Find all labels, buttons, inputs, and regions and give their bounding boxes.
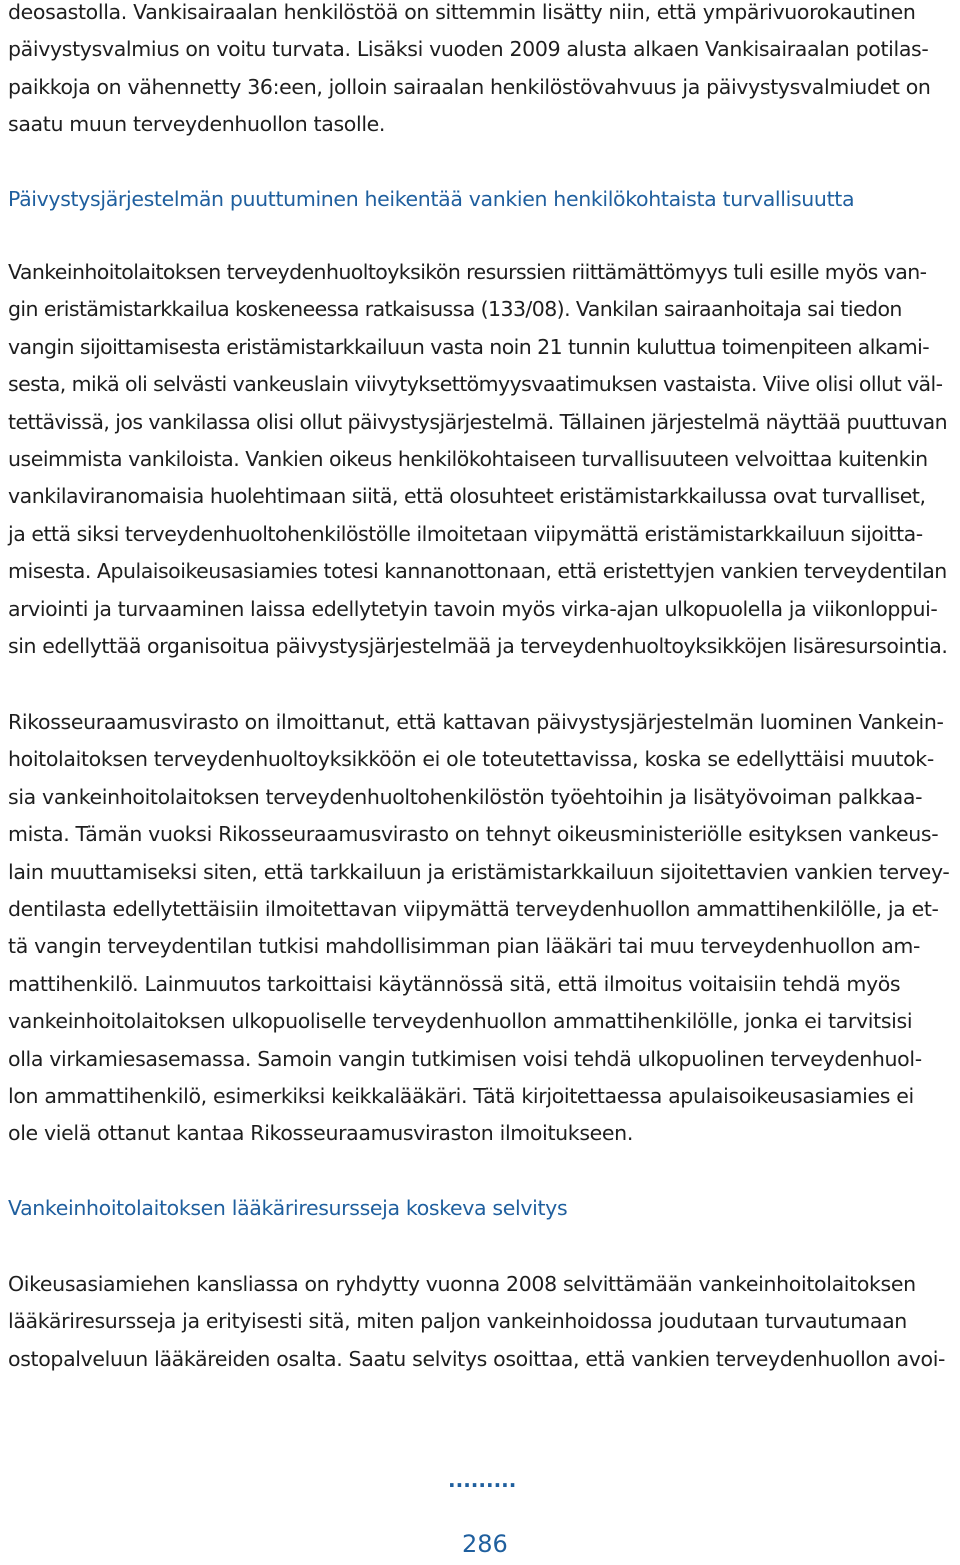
paragraph-line: lain muuttamiseksi siten, että tarkkailuun ja eristämistarkkailuun sijoitettavien vankien tervey- xyxy=(8,859,950,884)
paragraph-line: useimmista vankiloista. Vankien oikeus henkilökohtaiseen turvallisuuteen velvoittaa kuitenkin xyxy=(8,447,928,472)
paragraph-line: vankeinhoitolaitoksen ulkopuoliselle terveydenhuollon ammattihenkilölle, jonka ei tarvitsisi xyxy=(8,1009,913,1034)
paragraph-line: saatu muun terveydenhuollon tasolle. xyxy=(8,112,386,137)
paragraph-line: arviointi ja turvaaminen laissa edellytetyin tavoin myös virka-ajan ulkopuolella ja viikonloppui- xyxy=(8,596,938,621)
paragraph-line: dentilasta edellytettäisiin ilmoitettavan viipymättä terveydenhuollon ammattihenkilölle, ja et- xyxy=(8,897,939,922)
paragraph-line: ole vielä ottanut kantaa Rikosseuraamusviraston ilmoitukseen. xyxy=(8,1121,633,1146)
paragraph-line: lääkäriresursseja ja erityisesti sitä, miten paljon vankeinhoidossa joudutaan turvautumaan xyxy=(8,1309,907,1334)
section-heading: Päivystysjärjestelmän puuttuminen heikentää vankien henkilökohtaista turvallisuutta xyxy=(8,187,855,211)
paragraph-line: ostopalveluun lääkäreiden osalta. Saatu selvitys osoittaa, että vankien terveydenhuollon avoi- xyxy=(8,1346,946,1371)
paragraph-line: gin eristämistarkkailua koskeneessa ratkaisussa (133/08). Vankilan sairaanhoitaja sai tiedon xyxy=(8,297,902,322)
paragraph-line: Vankeinhoitolaitoksen terveydenhuoltoyksikön resurssien riittämättömyys tuli esille myös van- xyxy=(8,260,927,284)
paragraph-line: vangin sijoittamisesta eristämistarkkailuun vasta noin 21 tunnin kuluttua toimenpiteen alkami- xyxy=(8,334,930,359)
paragraph-3 xyxy=(8,704,949,1153)
paragraph-line: misesta. Apulaisoikeusasiamies totesi kannanottonaan, että eristettyjen vankien terveydentilan xyxy=(8,559,947,584)
paragraph-line: mista. Tämän vuoksi Rikosseuraamusvirasto on tehnyt oikeusministeriölle esityksen vankeus- xyxy=(8,822,939,847)
paragraph-line: sesta, mikä oli selvästi vankeuslain viivytyksettömyysvaatimuksen vastaista. Viive olisi ollut väl- xyxy=(8,372,943,397)
paragraph-line: hoitolaitoksen terveydenhuoltoyksikköön ei ole toteutettavissa, koska se edellyttäisi muutok- xyxy=(8,747,934,772)
page-number: 286 xyxy=(462,1530,508,1558)
section-heading: Vankeinhoitolaitoksen lääkäriresursseja koskeva selvitys xyxy=(8,1196,568,1220)
paragraph-line: tä vangin terveydentilan tutkisi mahdollisimman pian lääkäri tai muu terveydenhuollon am- xyxy=(8,934,921,959)
footer-dots: ......... xyxy=(448,1468,517,1492)
paragraph-line: lon ammattihenkilö, esimerkiksi keikkalääkäri. Tätä kirjoitettaessa apulaisoikeusasiamies ei xyxy=(8,1084,914,1109)
paragraph-line: vankilaviranomaisia huolehtimaan siitä, että olosuhteet eristämistarkkailussa ovat turvalliset, xyxy=(8,484,926,509)
paragraph-line: Oikeusasiamiehen kansliassa on ryhdytty vuonna 2008 selvittämään vankeinhoitolaitoksen xyxy=(8,1272,916,1296)
paragraph-line: Rikosseuraamusvirasto on ilmoittanut, että kattavan päivystysjärjestelmän luominen Vankein- xyxy=(8,710,944,734)
paragraph-line: sia vankeinhoitolaitoksen terveydenhuoltohenkilöstön työehtoihin ja lisätyövoiman palkkaa- xyxy=(8,784,923,809)
paragraph-line: deosastolla. Vankisairaalan henkilöstöä on sittemmin lisätty niin, että ympärivuorokautinen xyxy=(8,0,916,24)
paragraph-line: olla virkamiesasemassa. Samoin vangin tutkimisen voisi tehdä ulkopuolinen terveydenhuol- xyxy=(8,1046,922,1071)
paragraph-line: päivystysvalmius on voitu turvata. Lisäksi vuoden 2009 alusta alkaen Vankisairaalan potilas- xyxy=(8,37,929,62)
paragraph-line: paikkoja on vähennetty 36:een, jolloin sairaalan henkilöstövahvuus ja päivystysvalmiudet on xyxy=(8,74,931,99)
paragraph-2 xyxy=(8,254,948,665)
paragraph-line: tettävissä, jos vankilassa olisi ollut päivystysjärjestelmä. Tällainen järjestelmä näyttää puuttuvan xyxy=(8,409,948,434)
paragraph-4 xyxy=(8,1266,945,1378)
paragraph-line: mattihenkilö. Lainmuutos tarkoittaisi käytännössä sitä, että ilmoitus voitaisiin tehdä myös xyxy=(8,971,901,996)
paragraph-1 xyxy=(8,0,931,144)
paragraph-line: ja että siksi terveydenhuoltohenkilöstölle ilmoitetaan viipymättä eristämistarkkailuun sijoitta- xyxy=(8,521,923,546)
paragraph-line: sin edellyttää organisoitua päivystysjärjestelmää ja terveydenhuoltoyksikköjen lisäresursointia. xyxy=(8,634,948,659)
